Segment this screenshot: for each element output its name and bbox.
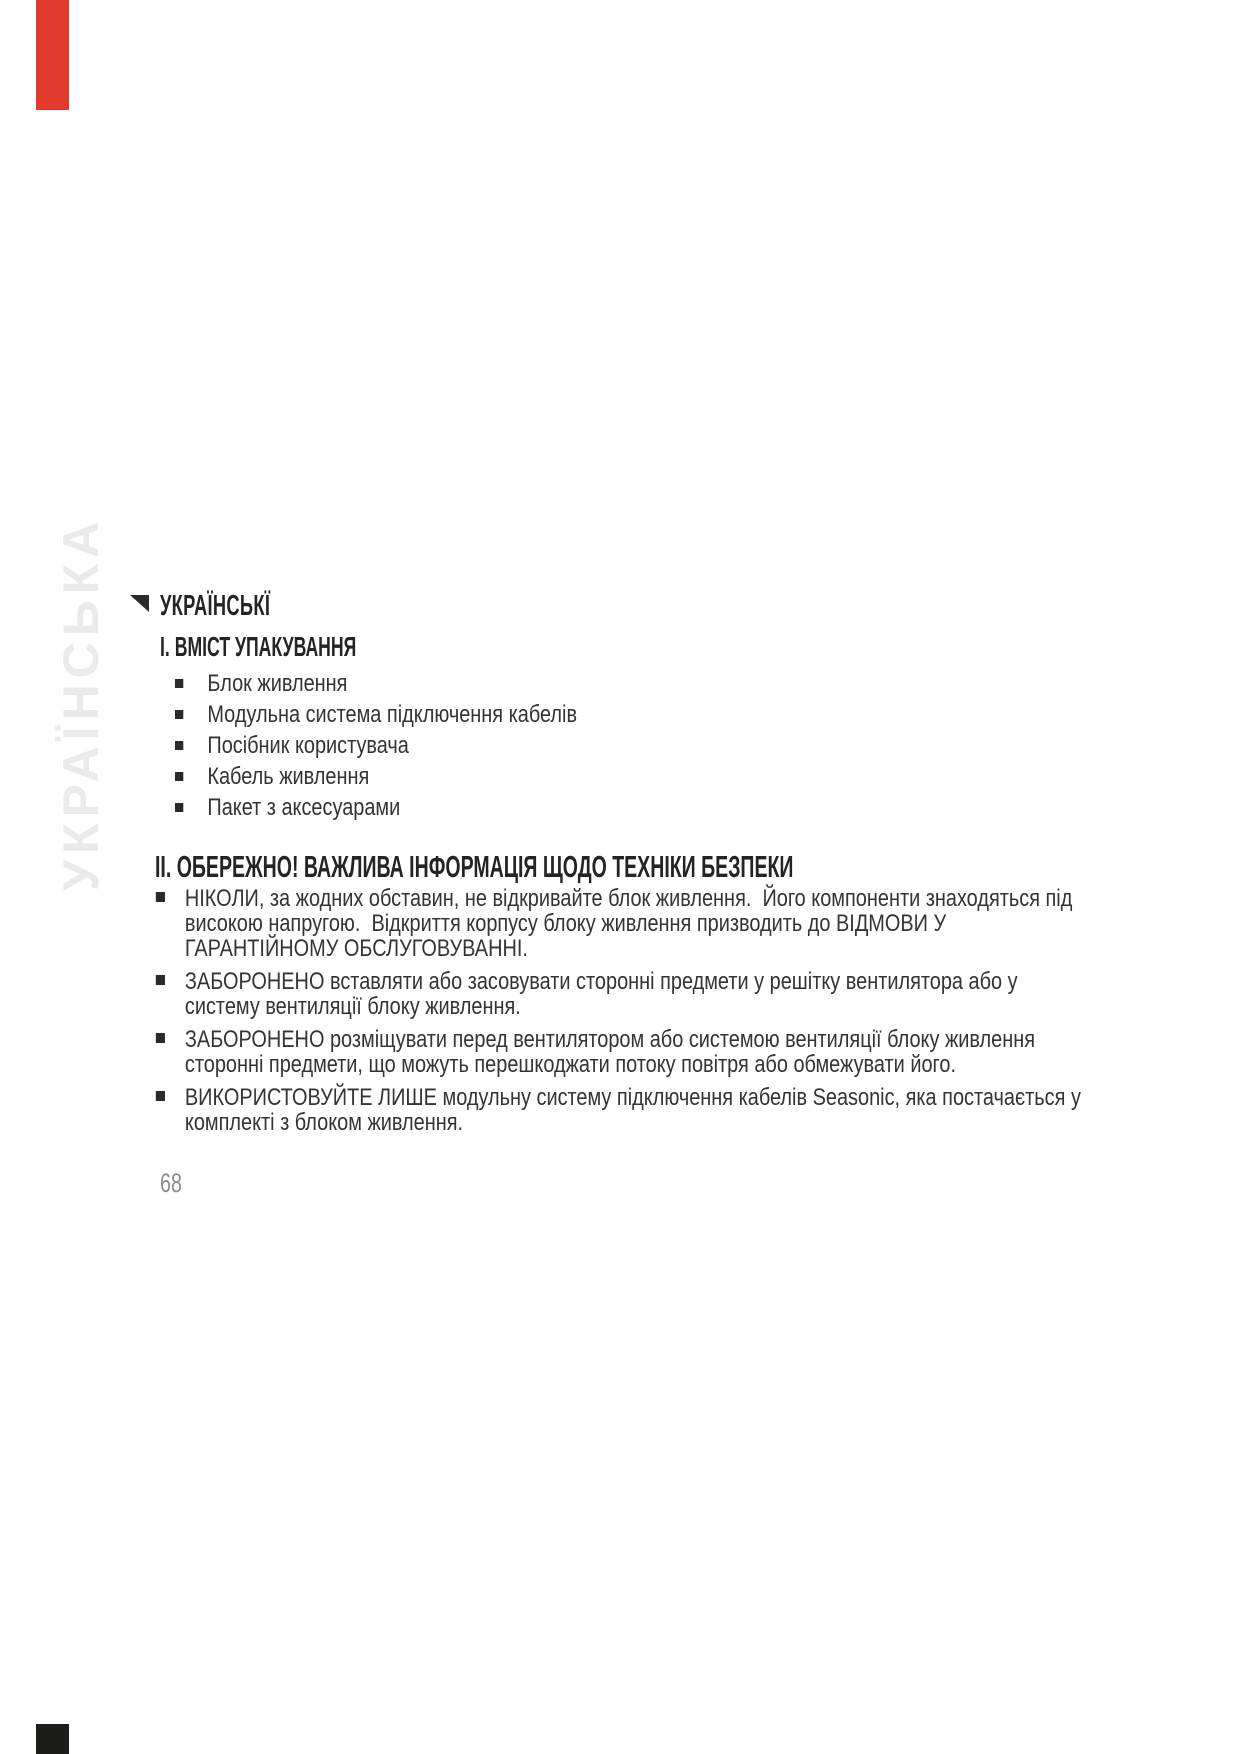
warning-item: ВИКОРИСТОВУЙТЕ ЛИШЕ модульну систему підключення кабелів Seasonic, яка постачається у комплекті з блоком живлення. [155,1085,1085,1135]
list-item: Пакет з аксесуарами [175,792,577,823]
warning-item: ЗАБОРОНЕНО вставляти або засовувати сторонні предмети у решітку вентилятора або у систему вентиляції блоку живлення. [155,969,1085,1019]
section-1-heading: I. ВМІСТ УПАКУВАННЯ [160,631,357,662]
vertical-language-watermark: УКРАЇНСЬКА [53,515,109,891]
list-item: Кабель живлення [175,761,577,792]
packing-contents-list [175,668,659,823]
list-item: Модульна система підключення кабелів [175,699,577,730]
list-item: Посібник користувача [175,730,577,761]
page-edge-tab-black [36,1724,69,1754]
language-title: УКРАЇНСЬКЇ [160,590,271,622]
triangle-marker-icon [130,595,149,612]
warning-item: НІКОЛИ, за жодних обставин, не відкривайте блок живлення. Його компоненти знаходяться під високою напругою. Відкриття корпусу блоку живлення призводить до ВІДМОВИ У ГАРАНТІЙНОМУ ОБСЛУГОВУВАННІ. [155,886,1085,961]
page-edge-tab-red [36,0,69,110]
safety-warning-list [155,886,1085,1143]
page-number: 68 [160,1168,182,1198]
list-item: Блок живлення [175,668,577,699]
warning-item: ЗАБОРОНЕНО розміщувати перед вентилятором або системою вентиляції блоку живлення сторонні предмети, що можуть перешкоджати потоку повітря або обмежувати його. [155,1027,1085,1077]
section-2-heading: II. ОБЕРЕЖНО! ВАЖЛИВА ІНФОРМАЦІЯ ЩОДО ТЕХНІКИ БЕЗПЕКИ [155,849,794,884]
